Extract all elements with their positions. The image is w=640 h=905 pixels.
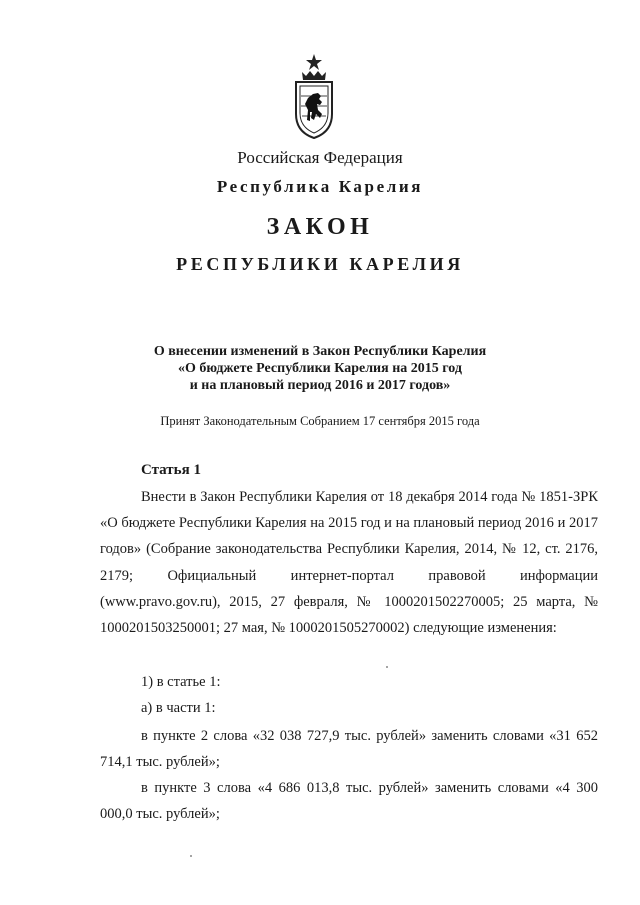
scan-speck <box>386 666 388 668</box>
document-type-subtitle: РЕСПУБЛИКИ КАРЕЛИЯ <box>176 254 464 274</box>
adoption-note: Принят Законодательным Собранием 17 сентября 2015 года <box>160 414 480 428</box>
coat-of-arms-icon <box>290 52 338 140</box>
law-title <box>0 343 640 394</box>
clause-paragraph: в пункте 3 слова «4 686 013,8 тыс. рублей» заменить словами «4 300 000,0 тыс. рублей»; <box>100 780 598 823</box>
law-title-line: «О бюджете Республики Карелия на 2015 год <box>178 361 462 376</box>
clause-paragraph: в пункте 2 слова «32 038 727,9 тыс. рублей» заменить словами «31 652 714,1 тыс. рублей»; <box>100 728 598 771</box>
law-title-line: О внесении изменений в Закон Республики Карелия <box>153 344 487 359</box>
article-intro-paragraph: Внести в Закон Республики Карелия от 18 декабря 2014 года № 1851-ЗРК «О бюджете Республики Карелия на 2015 год и на плановый период 2016 и 2017 годов» (Собрание законодательства Республики Карелия, 2014, № 12, ст. 2176, 2179; Официальный интернет-портал правовой информации (www.pravo.gov.ru), 2015, 27 февраля, № 1000201502270005; 25 марта, № 1000201503250001; 27 мая, № 1000201505270002) следующие изменения: <box>100 489 598 637</box>
country-name: Российская Федерация <box>237 148 403 167</box>
list-item: 1) в статье 1: <box>141 674 221 690</box>
republic-name: Республика Карелия <box>216 177 424 196</box>
law-title-line: и на плановый период 2016 и 2017 годов» <box>189 378 451 393</box>
list-item: а) в части 1: <box>141 700 216 716</box>
document-type: ЗАКОН <box>266 214 374 240</box>
article-heading: Статья 1 <box>141 462 201 478</box>
scan-speck <box>190 855 192 857</box>
